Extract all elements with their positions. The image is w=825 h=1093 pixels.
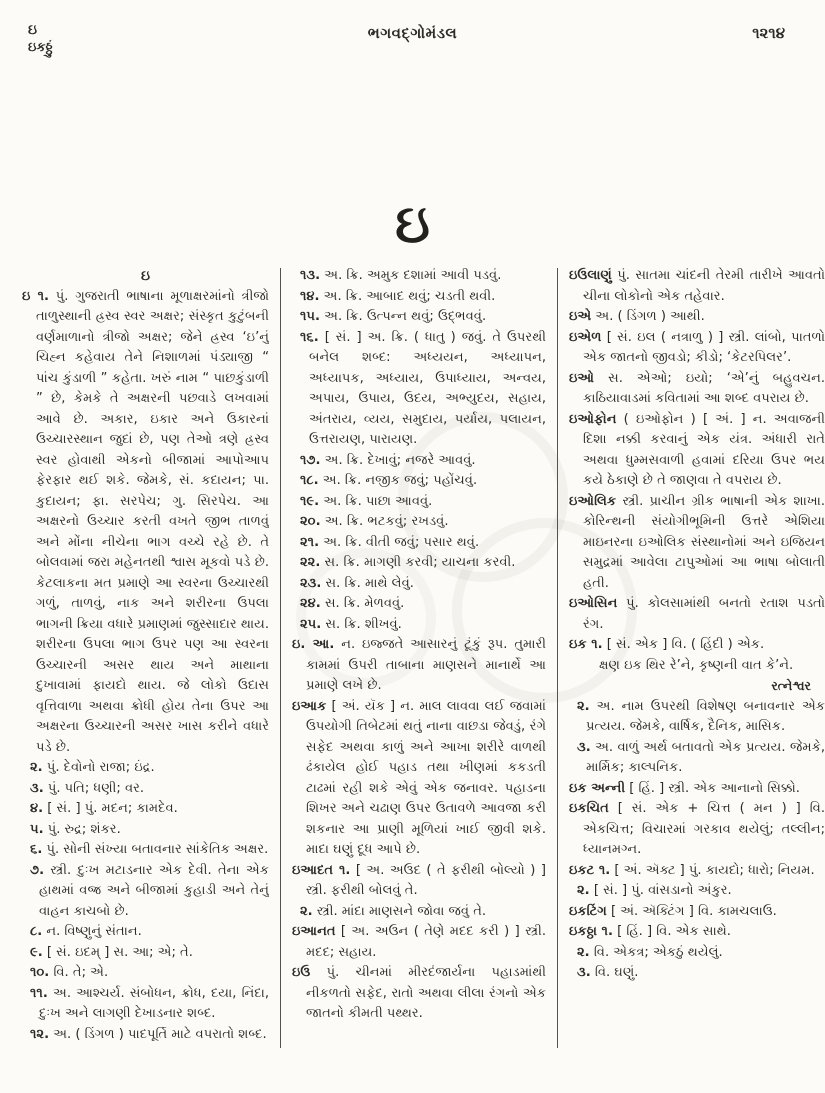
sense-paragraph: ૨૨. સ. ક્રિ. માગણી કરવી; યાચના કરવી. [300,555,516,570]
sense-paragraph: ૧૨. અ. ( ડિંગળ ) પાદપૂર્તિ માટે વપરાતો શબ્દ. [30,1026,267,1042]
headword: ૧૬. [300,329,319,345]
book-title: ભગવદ્ગોમંડલ [367,24,458,42]
sense-paragraph: ૨. સ્ત્રી. માંદા માણસને જોવા જવું તે. [300,903,487,919]
headword: ઇકચિત [569,801,609,816]
entry-paragraph: ઇક અન્ની [ હિં. ] સ્ત્રી. એક આનાનો સિક્કો. [569,780,800,796]
entry-paragraph: ઇ. આ. ન. ઇજ્જતે આસારનું ટૂંકું રૂપ. તુમારી કામમાં ઉપરી તાબાના માણસને માનાર્થે આ પ્રમાણે લખે છે. [292,637,546,693]
headword: ૨. [577,698,590,714]
entry-paragraph: ઇઆનત [ અ. અઉન ( તેણે મદદ કરી ) ] સ્ત્રી. મદદ; સહાય. [292,924,546,960]
entry-paragraph: ઇઓફોન ( ઇઓફોન ) [ અં. ] ન. અવાજની દિશા નક્કી કરવાનું એક યંત્ર. અંધારી રાતે અથવા ધુમ્મસવાળી હવામાં દરિયા ઉપર ભય કયે ઠેકાણે છે તે જાણવા તે વપરાય છે. [569,411,825,488]
sense-paragraph: ૩. અ. વાળું અર્થ બતાવતો એક પ્રત્યય. જેમકે, માર્મિક; કાલ્પનિક. [577,739,825,775]
entry-paragraph: ઇઓસિન પું. કોલસામાંથી બનતો રતાશ પડતો રંગ. [569,596,825,632]
entry-paragraph: ઇકટ ૧. [ અં. ઍક્ટ ] પું. કાયદો; ધારો; નિયમ. [569,862,815,878]
sense-paragraph: ૪. [ સં. ] પું. મદન; કામદેવ. [30,801,178,816]
column-right [569,266,825,1058]
headword: ૨૩. [300,575,322,591]
sense-paragraph: ૨૧. અ. ક્રિ. વીતી જવું; પસાર થવું. [300,534,480,550]
headword: ૨૦. [300,514,321,529]
entry-paragraph: ઇઆક [ અં. યૅક ] ન. માલ લાવવા લઈ જવામાં ઉપયોગી તિબેટમાં થતું નાના વાછડા જેવડું, રંગે સફેદ અથવા કાળું અને આખા શરીરે વાળથી ઢંકાયેલ હોઈ પહાડ તથા ખીણમાં કકડતી ટાઢમાં રહી શકે એવું એક જનાવર. પહાડના શિખર અને ચઢાણ ઉપર ઉતાવળે આવજા કરી શકનાર આ પ્રાણી મૂળિયાં ખાઈ જીવી શકે. માદા ઘણું દૂધ આપે છે. [292,698,546,857]
sense-paragraph: ૨૪. સ. ક્રિ. મેળવવું. [300,596,405,611]
sense-paragraph: ૮. ન. વિષ્ણુનું સંતાન. [30,924,142,939]
verse-attribution: રત્નેશ્વર [771,678,811,693]
headword: ૭. [30,862,45,878]
headword: ઇઓફોન [569,411,617,427]
sense-paragraph: ૭. સ્ત્રી. દુઃખ મટાડનાર એક દેવી. તેના એક હાથમાં વજ્ર અને બીજામાં કુહાડી અને તેનું વાહન કાચબો છે. [30,862,269,919]
headword: ઇઓસિન [569,596,618,611]
headword: ૧૭. [300,452,321,468]
sense-paragraph: ૫. પું. રુદ્ર; શંકર. [30,821,121,837]
sense-paragraph: ૨. [ સં. ] પું. વાંસડાનો અંકુર. [577,883,732,898]
entry-paragraph: ઇક ૧. [ સં. એક ] વિ. ( હિંદી ) એક. [569,637,765,652]
headword: ૯. [30,944,43,960]
headword: ૪. [30,801,44,816]
headword: ૧૪. [300,288,320,304]
sense-paragraph: ૨. વિ. એકત્ર; એકઠું થયેલું. [577,944,723,960]
column-middle [292,266,546,1058]
headword: ૨. [577,883,590,898]
headword: ઇ. આ. [292,637,335,652]
headword: ઇક અન્ની [569,780,626,796]
headword: ઇઉ [292,965,311,980]
entry-paragraph: ઇઉ પું. ચીનમાં મીરદંજાર્યના પહાડમાંથી નીકળતો સફેદ, રાતો અથવા લીલા રંગનો એક જાતનો કીમતી પથ્થર. [292,965,546,1021]
headword: ૨૪. [300,596,321,611]
sense-paragraph: ૧૫. અ. ક્રિ. ઉત્પન્ન થવું; ઉદ્ભવવું. [300,309,487,324]
headword: ૧૨. [30,1026,50,1042]
section-letter: ઇ [395,192,430,255]
headword: ઇઉલાણું [569,268,612,283]
sense-paragraph: ૧૦. વિ. તે; એ. [30,965,109,980]
column-divider [280,268,281,1048]
headword: ૨૧. [300,534,320,550]
sense-paragraph: ૨૫. સ. ક્રિ. શીખવું. [300,616,402,632]
headword: ૩. [577,965,591,980]
entry-paragraph: ઇઓલિક સ્ત્રી. પ્રાચીન ગ્રીક ભાષાની એક શાખા. કોરિન્થની સંયોગીભૂમિની ઉત્તરે એશિયા માઇનરના ઇઓલિક સંસ્થાનોમાં અને ઇજિયન સમુદ્રમાં આવેલા ટાપુઓમાં આ ભાષા બોલાતી હતી. [569,493,825,591]
sense-paragraph: ૧૭. અ. ક્રિ. દેખાવું; નજરે આવવું. [300,452,476,468]
headword: ઇઓ [569,370,595,386]
sense-paragraph: ૧૮. અ. ક્રિ. નજીક જવું; પહોંચવું. [300,473,478,488]
column-left [22,266,269,1058]
headword: ૮. [30,924,43,939]
headword: ૨. [577,944,590,960]
sense-paragraph: ૨. અ. નામ ઉપરથી વિશેષણ બનાવનાર એક પ્રત્યય. જેમકે, વાર્ષિક, દૈનિક, માસિક. [577,698,825,734]
headword: ૨૫. [300,616,322,632]
sense-paragraph: ૧૬. [ સં. ] અ. ક્રિ. ( ધાતુ ) જવું. તે ઉપરથી બનેલ શબ્દ: અધ્યયન, અધ્યાપન, અધ્યાપક, અધ્યાય, ઉપાધ્યાય, અન્વય, અપાય, ઉપાય, ઉદય, અભ્યુદય, સહાય, અંતરાય, વ્યય, સમુદાય, પર્યાય, પલાયન, ઉત્તરાયણ, પારાયણ. [300,329,546,447]
entry-paragraph: ઇએળ [ સં. ઇલ ( નત્રાળુ ) ] સ્ત્રી. લાંબો, પાતળો એક જાતનો જીવડો; કીડો; ‘કેટરપિલર’. [569,329,825,365]
headword: ૩. [30,780,44,796]
entry-paragraph: ઇએ અ. ( ડિંગળ ) આથી. [569,309,705,324]
headword: ૫. [30,821,44,837]
text-columns [22,266,825,1058]
entry-paragraph: ઇકઠ્ઠા ૧. [ હિં. ] વિ. એક સાથે. [569,924,731,939]
catchword-letter: ઇ [28,22,38,38]
entry-paragraph: ઇઓ સ. એઓ; ઇયો; ‘એ’નું બહુવચન. કાઠિયાવાડમાં કવિતામાં આ શબ્દ વપરાય છે. [569,370,825,406]
letter-subheading: ઇ [140,268,150,284]
sense-paragraph: ૧૧. અ. આશ્ચર્ય. સંબોધન, ક્રોધ, દયા, નિંદા, દુઃખ અને લાગણી દેખાડનાર શબ્દ. [30,985,269,1021]
catchword-last-word: ઇકઠ્ઠું [28,40,53,55]
entry-paragraph: ઇકટિંગ [ અં. ઍક્ટિંગ ] વિ. કામચલાઉ. [569,903,777,919]
headword: ઇએ [569,309,592,324]
headword: ઇકટિંગ [569,903,607,919]
headword: ૬. [30,842,43,857]
headword: ૨૨. [300,555,321,570]
headword: ઇઓલિક [569,493,617,509]
headword: ૧૧. [30,985,48,1001]
sense-paragraph: ૬. પું. સોની સંખ્યા બતાવનાર સાંકેતિક અક્ષર. [30,842,269,857]
headword: ઇકઠ્ઠા ૧. [569,924,613,939]
entry-paragraph: ઇ ૧. પું. ગુજરાતી ભાષાના મૂળાક્ષરમાંનો ત્રીજો તાળુસ્થાની હ્રસ્વ સ્વર અક્ષર; સંસ્કૃત કુટુંબની વર્ણમાળાનો ત્રીજો અક્ષર; જેને હ્રસ્વ ‘ઇ’નું ચિહ્ન કહેવાય તેને નિશાળમાં પંડ્યાજી “ પાંચ કુંડાળી ” કહેતા. ખરું નામ “ પાછકુંડાળી ” છે, કેમકે તે અક્ષરની પછવાડે લખવામાં આવે છે. અકાર, ઇકાર અને ઉકારનાં ઉચ્ચારસ્થાન જુદાં છે, પણ તેઓ ત્રણે હ્રસ્વ સ્વર હોવાથી એકનો બીજામાં આપોઆપ ફેરફાર થઈ શકે. જેમકે, સં. કદાયન; પા. કુદાયન; ફા. સરપેચ; ગુ. સિરપેચ. આ અક્ષરનો ઉચ્ચાર કરતી વખતે જીભ તાળવું અને મોંના નીચેના ભાગ વચ્ચે રહે છે. તે બોલવામાં જરા મહેનતથી શ્વાસ મૂકવો પડે છે. કેટલાકના મત પ્રમાણે આ સ્વરના ઉચ્ચારથી ગળું, તાળવું, નાક અને શરીરના ઉપલા ભાગની ક્રિયા વધારે પ્રમાણમાં જુસ્સાદાર થાય. શરીરના ઉપલા ભાગ ઉપર પણ આ સ્વરના ઉચ્ચારની અસર થાય અને માથાના દુખાવામાં ફાયદો થાય. જે લોકો ઉદાસ વૃત્તિવાળા અથવા ક્રોધી હોય તેના ઉપર આ અક્ષરના ઉચ્ચારની અસર ખાસ કરીને વધારે પડે છે. [22,288,269,755]
headword: ૨. [300,903,313,919]
column-divider [557,268,558,1048]
headword: ૩. [577,739,591,755]
headword: ઇએળ [569,329,602,345]
sense-paragraph: ૩. વિ. ઘણું. [577,965,639,980]
page-number: ૧૨૧૪ [752,24,785,42]
entry-paragraph: ઇઆદત ૧. [ અ. અઉદ ( તે ફરીથી બોલ્યો ) ] સ્ત્રી. ફરીથી બોલવું તે. [292,862,546,898]
headword: ૧૦. [30,965,50,980]
headword: ૧૯. [300,493,320,509]
headword: ૧૫. [300,309,320,324]
headword: ઇઆદત ૧. [292,862,351,878]
sense-paragraph: ૧૩. અ. ક્રિ. અમુક દશામાં આવી પડવું. [300,268,502,283]
headword: ઇક ૧. [569,637,603,652]
sense-paragraph: ૧૯. અ. ક્રિ. પાછા આવવું. [300,493,433,509]
headword: ઇઆક [292,698,327,714]
headword: ૨. [30,760,43,775]
headword: ઇઆનત [292,924,336,939]
sense-paragraph: ૨૦. અ. ક્રિ. ભટકવું; રખડવું. [300,514,449,529]
headword: ૧૩. [300,268,321,283]
sense-paragraph: ૯. [ સં. ઇદમ્ ] સ. આ; એ; તે. [30,944,193,960]
sense-paragraph: ૧૪. અ. ક્રિ. આબાદ થવું; ચડતી થવી. [300,288,496,304]
entry-paragraph: ઇઉલાણું પું. સાતમા ચાંદની તેરમી તારીખે આવતો ચીના લોકોનો એક તહેવાર. [569,268,825,304]
headword: ૧૮. [300,473,319,488]
sense-paragraph: ૩. પું. પતિ; ધણી; વર. [30,780,145,796]
headword: ઇ ૧. [22,288,49,304]
verse-quote: ક્ષણ ઇક થિર રે’ને, કૃષ્ણની વાત કે’ને. [599,657,794,673]
headword: ઇકટ ૧. [569,862,611,878]
entry-paragraph: ઇકચિત [ સં. એક + ચિત્ત ( મન ) ] વિ. એકચિત્ત; વિચારમાં ગરકાવ થયેલું; તલ્લીન; ધ્યાનમગ્ન. [569,801,825,857]
sense-paragraph: ૨૩. સ. ક્રિ. માથે લેવું. [300,575,414,591]
sense-paragraph: ૨. પું. દેવોનો રાજા; ઇંદ્ર. [30,760,155,775]
